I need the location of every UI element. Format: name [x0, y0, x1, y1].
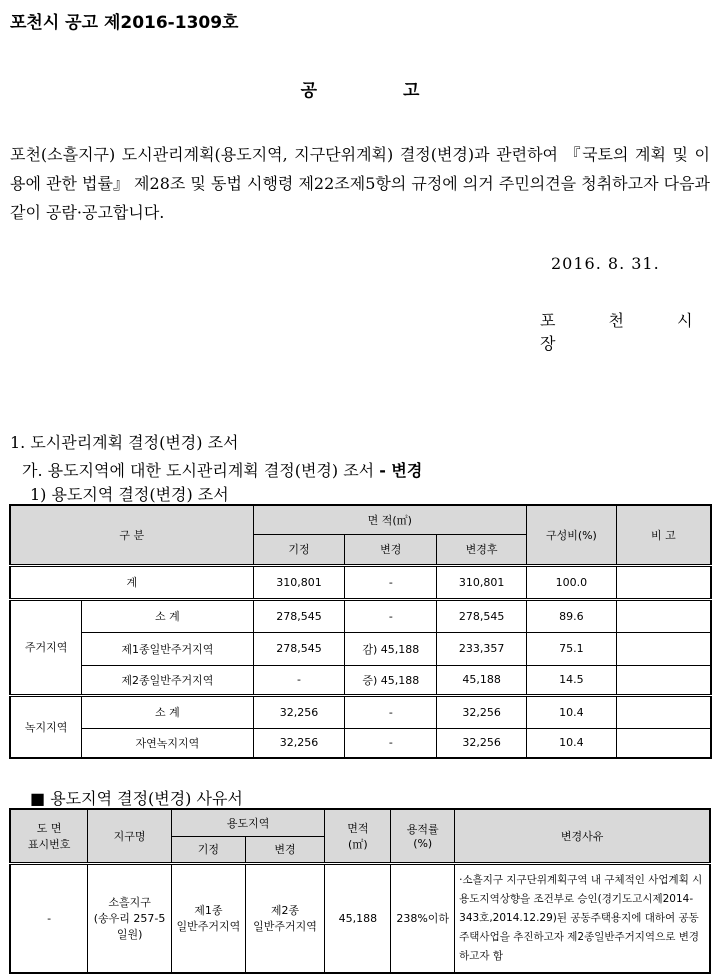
cell-ratio: 10.4 [527, 728, 617, 758]
header-change: 변경 [245, 836, 325, 863]
header-reason: 변경사유 [455, 809, 710, 863]
cell-change: - [345, 695, 437, 728]
section-2-heading: ■ 용도지역 결정(변경) 사유서 [30, 789, 243, 808]
cell-change: - [345, 599, 437, 632]
header-after: 변경후 [437, 534, 527, 565]
cell-district: 소흘지구 (송우리 257-5 일원) [88, 863, 172, 973]
section-1a1-heading: 1) 용도지역 결정(변경) 조서 [30, 485, 229, 504]
cell-ratio: 14.5 [527, 665, 617, 695]
cell-ratio: 10.4 [527, 695, 617, 728]
notice-body: 포천(소흘지구) 도시관리계획(용도지역, 지구단위계획) 결정(변경)과 관련하여 『국토의 계획 및 이용에 관한 법률』 제28조 및 동법 시행령 제22조제5항의 규정에 의거 주민의견을 청취하고자 다음과 같이 공람·공고합니다. [10, 145, 710, 222]
cell-reason: ·소흘지구 지구단위계획구역 내 구체적인 사업계획 시 용도지역상향을 조건부로 승인(경기도고시제2014-343호,2014.12.29)된 공동주택용지에 대하여 공동주택사업을 추진하고자 제2종일반주거지역으로 변경하고자 함 [455, 863, 710, 973]
table-row [10, 695, 711, 728]
header-note: 비 고 [616, 505, 711, 565]
section-1a-heading [22, 458, 422, 481]
cell-ratio: 89.6 [527, 599, 617, 632]
cell-note [616, 695, 711, 728]
cell-change: - [345, 565, 437, 599]
header-zone: 용도지역 [171, 809, 324, 836]
cell-note [616, 565, 711, 599]
cell-after: 32,256 [437, 728, 527, 758]
header-existing: 기정 [171, 836, 245, 863]
cell-note [616, 728, 711, 758]
cell-after: 278,545 [437, 599, 527, 632]
table-row [10, 728, 711, 758]
header-change: 변경 [345, 534, 437, 565]
section-1-heading: 1. 도시관리계획 결정(변경) 조서 [10, 433, 239, 452]
cell-far: 238%이하 [391, 863, 455, 973]
cell-existing: 278,545 [253, 632, 345, 665]
cell-ratio: 75.1 [527, 632, 617, 665]
notice-date: 2016. 8. 31. [551, 254, 660, 273]
group-residential: 주거지역 [10, 599, 82, 695]
cell-note [616, 599, 711, 632]
cell-existing: - [253, 665, 345, 695]
signer: 포 천 시 장 [540, 311, 717, 353]
table-row [10, 863, 710, 973]
row-label: 소 계 [82, 599, 253, 632]
table-row [10, 599, 711, 632]
table-row [10, 565, 711, 599]
header-district: 지구명 [88, 809, 172, 863]
cell-existing: 310,801 [253, 565, 345, 599]
header-existing: 기정 [253, 534, 345, 565]
cell-after: 45,188 [437, 665, 527, 695]
zoning-table [9, 504, 712, 759]
row-label: 제2종일반주거지역 [82, 665, 253, 695]
cell-note [616, 632, 711, 665]
row-label: 자연녹지지역 [82, 728, 253, 758]
cell-change: 감) 45,188 [345, 632, 437, 665]
header-ratio: 구성비(%) [527, 505, 617, 565]
cell-existing: 제1종 일반주거지역 [171, 863, 245, 973]
total-label: 계 [10, 565, 253, 599]
row-label: 제1종일반주거지역 [82, 632, 253, 665]
cell-change: - [345, 728, 437, 758]
cell-change: 제2종 일반주거지역 [245, 863, 325, 973]
header-map-no: 도 면 표시번호 [10, 809, 88, 863]
cell-change: 증) 45,188 [345, 665, 437, 695]
cell-area: 45,188 [325, 863, 391, 973]
notice-number: 포천시 공고 제2016-1309호 [10, 13, 239, 33]
row-label: 소 계 [82, 695, 253, 728]
table-row [10, 632, 711, 665]
cell-existing: 32,256 [253, 728, 345, 758]
table-row [10, 665, 711, 695]
cell-note [616, 665, 711, 695]
header-far: 용적률 (%) [391, 809, 455, 863]
header-area: 면적 (㎡) [325, 809, 391, 863]
cell-existing: 278,545 [253, 599, 345, 632]
cell-after: 32,256 [437, 695, 527, 728]
section-1a-suffix: - 변경 [379, 461, 423, 480]
notice-title: 공 고 [300, 81, 460, 101]
cell-existing: 32,256 [253, 695, 345, 728]
cell-ratio: 100.0 [527, 565, 617, 599]
section-1a-text: 가. 용도지역에 대한 도시관리계획 결정(변경) 조서 [22, 461, 375, 480]
header-area: 면 적(㎡) [253, 505, 526, 534]
group-green: 녹지지역 [10, 695, 82, 758]
cell-after: 310,801 [437, 565, 527, 599]
cell-map-no: - [10, 863, 88, 973]
header-category: 구 분 [10, 505, 253, 565]
reason-table [9, 808, 711, 974]
cell-after: 233,357 [437, 632, 527, 665]
